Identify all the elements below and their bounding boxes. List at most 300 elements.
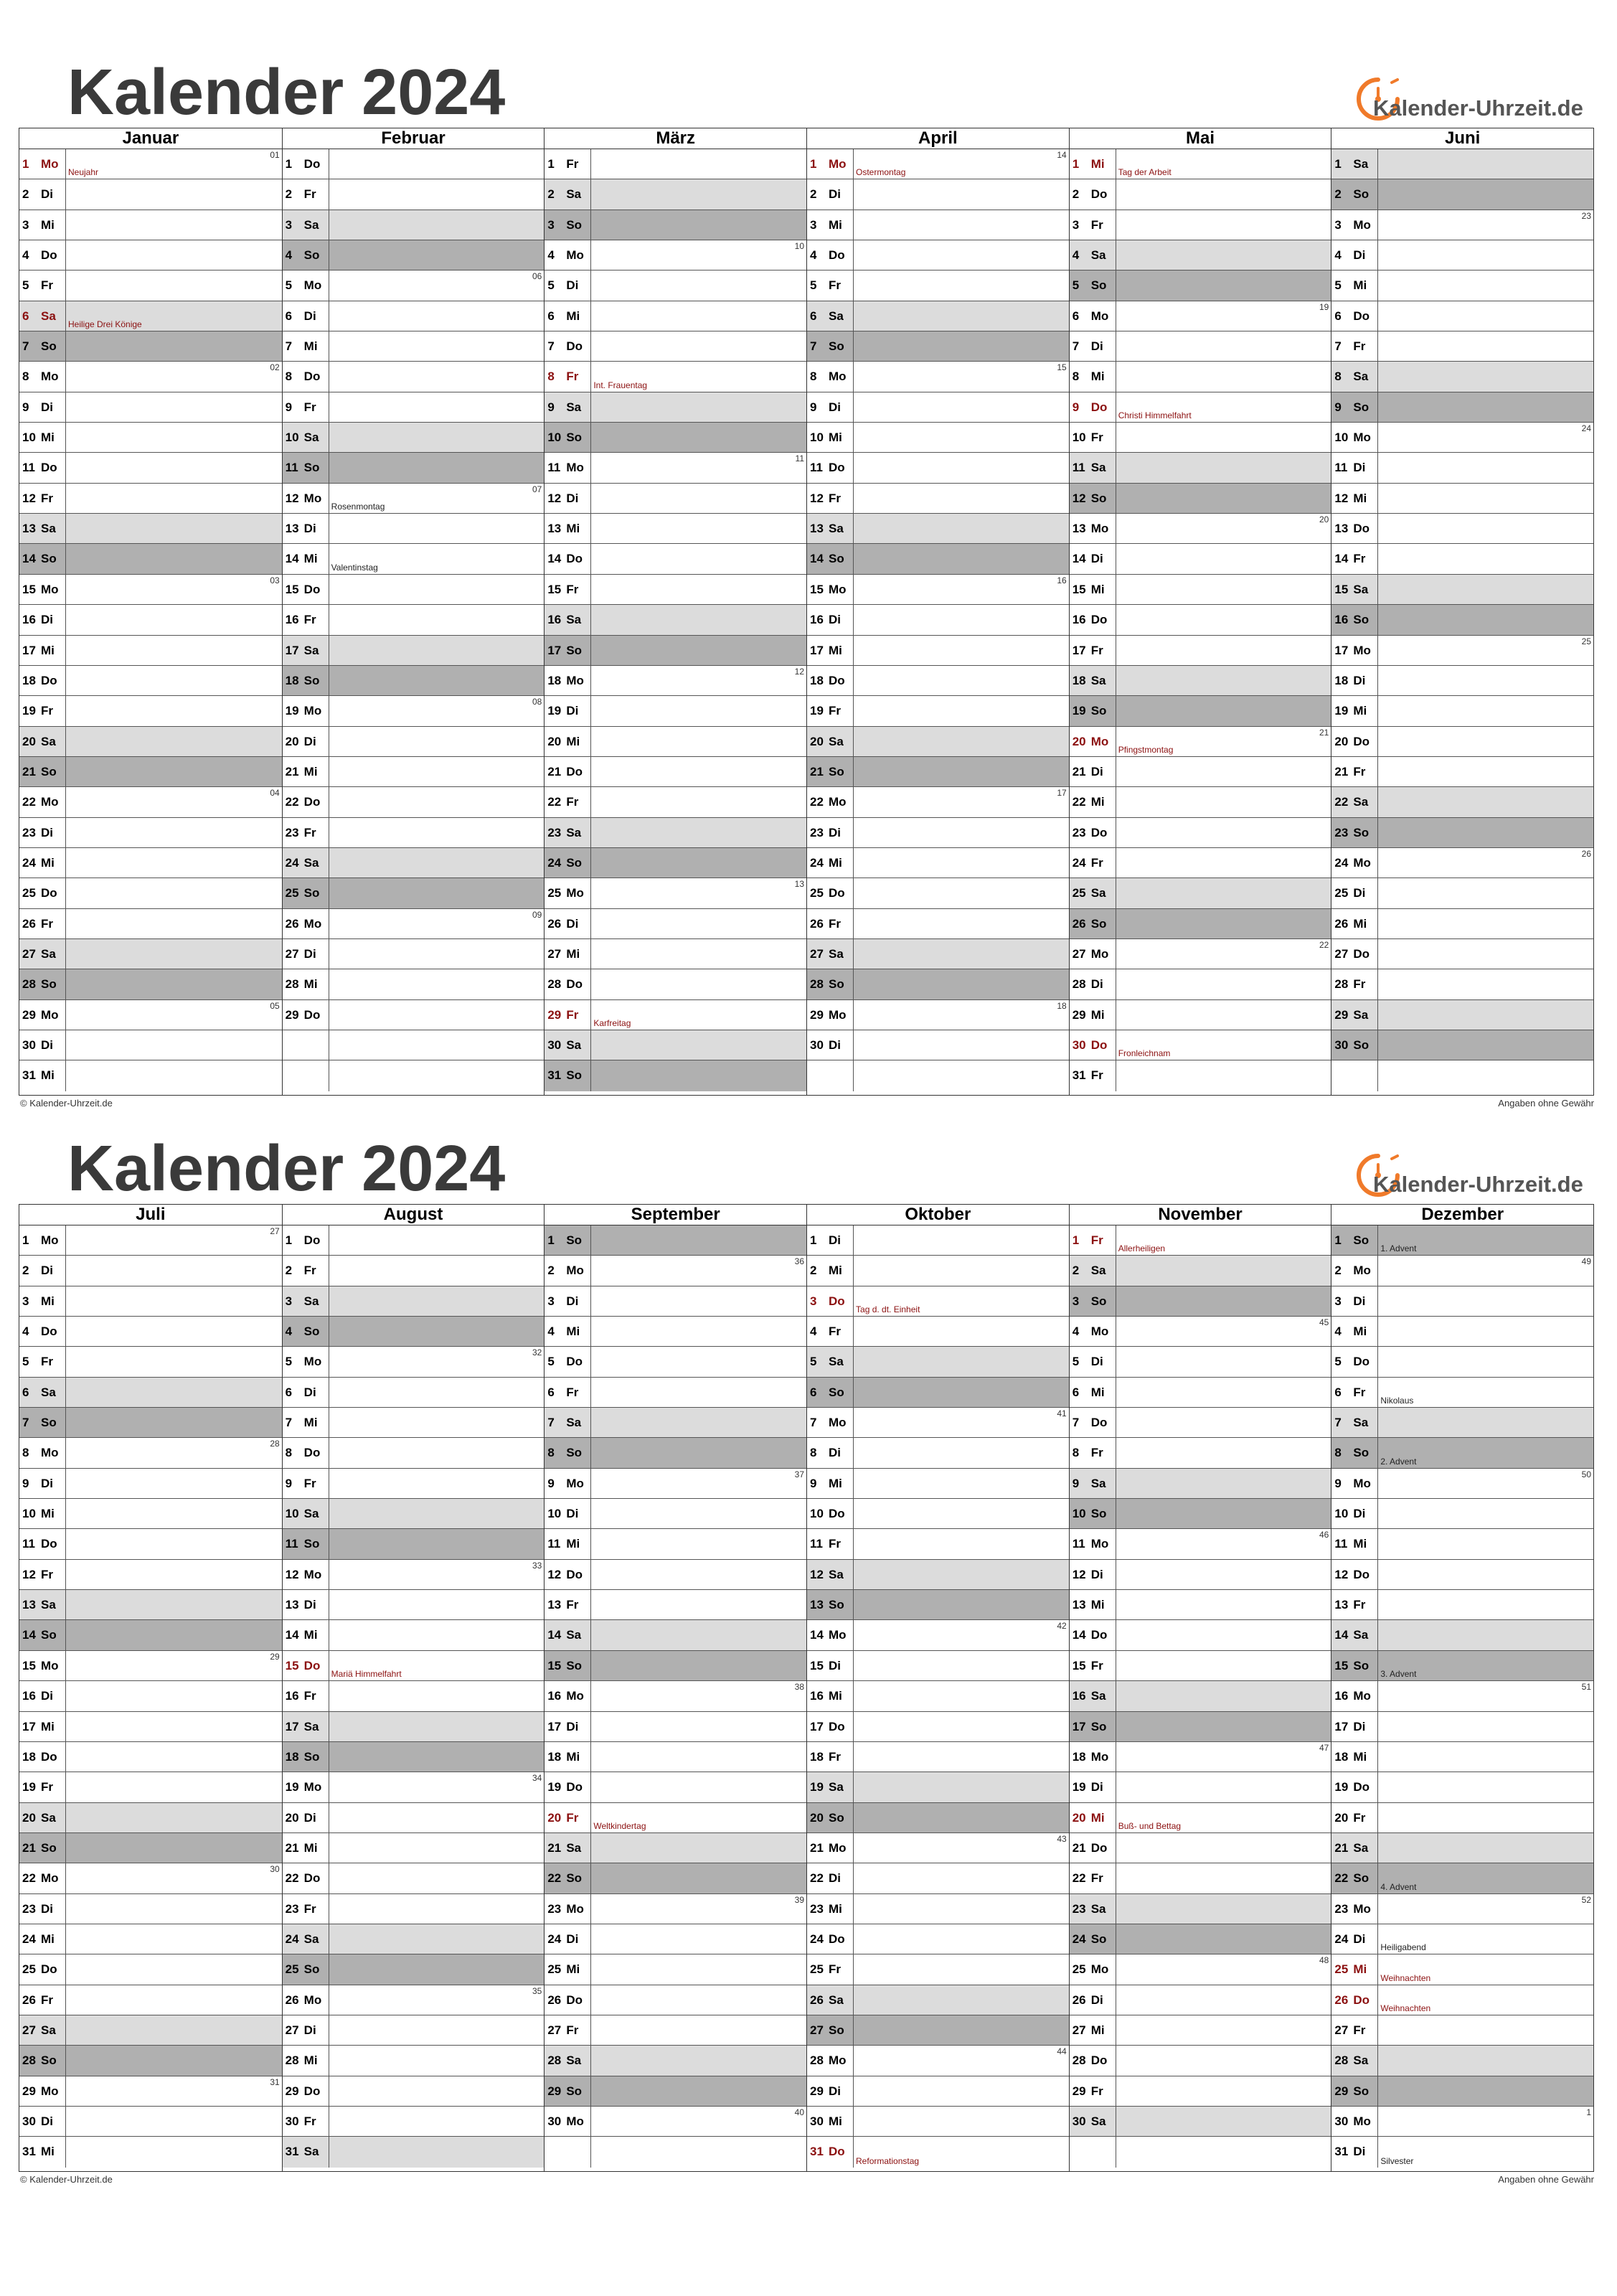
day-row: [283, 1000, 544, 1030]
day-number: 22: [22, 795, 36, 809]
weekday: So: [303, 1749, 320, 1764]
day-label-cell: [1070, 666, 1116, 695]
day-number: 11: [22, 1537, 35, 1551]
note-cell: [1116, 1620, 1331, 1650]
day-number: 16: [810, 613, 824, 627]
day-number: 16: [22, 1689, 36, 1703]
day-label-cell: [544, 818, 591, 847]
day-number: 3: [810, 1294, 817, 1308]
note-cell: [66, 1000, 282, 1030]
week-number: 33: [532, 1560, 542, 1571]
day-number: 18: [547, 1749, 562, 1764]
day-number: 29: [285, 2084, 299, 2098]
day-number: 28: [547, 977, 562, 992]
weekday: Mo: [1090, 1325, 1109, 1339]
day-number: 16: [1072, 1689, 1086, 1703]
day-label-cell: [1070, 757, 1116, 786]
day-row: [1070, 2076, 1331, 2107]
day-number: 7: [285, 1416, 293, 1430]
day-row: [283, 514, 544, 544]
note-cell: [1116, 757, 1331, 786]
weekday: Mi: [303, 764, 318, 778]
day-number: 1: [1072, 1233, 1080, 1247]
holiday-label: Ostermontag: [856, 167, 906, 178]
day-label-cell: [1331, 1499, 1378, 1528]
week-number: 22: [1319, 939, 1329, 950]
day-row: [19, 179, 282, 210]
day-number: 22: [1334, 795, 1349, 809]
day-row: [1070, 1712, 1331, 1742]
day-label-cell: [1070, 1347, 1116, 1376]
day-number: 16: [285, 613, 299, 627]
day-number: 10: [1334, 430, 1349, 445]
day-label-cell: [544, 301, 591, 331]
weekday: Fr: [303, 187, 316, 202]
day-label-cell: [544, 544, 591, 573]
weekday: Di: [41, 1476, 53, 1490]
day-row: [19, 1469, 282, 1499]
day-label-cell: [19, 818, 66, 847]
day-number: 18: [810, 673, 824, 687]
day-row: [1070, 1803, 1331, 1833]
note-cell: [329, 331, 544, 361]
weekday: Mi: [829, 643, 842, 657]
day-label-cell: [544, 392, 591, 422]
day-row: [807, 878, 1069, 908]
day-number: 27: [285, 2023, 299, 2037]
day-label-cell: [1331, 1712, 1378, 1741]
day-label-cell: [807, 1742, 854, 1772]
weekday: Do: [1353, 1567, 1370, 1581]
weekday: Mi: [1090, 795, 1105, 809]
weekday: Mo: [829, 1007, 847, 1022]
note-cell: [854, 1954, 1069, 1984]
weekday: So: [566, 1871, 583, 1886]
note-cell: [66, 484, 282, 513]
month-column: [1069, 1205, 1331, 2171]
day-label-cell: [807, 666, 854, 695]
weekday: Mi: [1090, 1810, 1105, 1825]
note-cell: [329, 423, 544, 452]
day-label-cell: [807, 605, 854, 634]
note-cell: [66, 2107, 282, 2136]
note-cell: [1378, 1317, 1593, 1346]
note-cell: [1378, 149, 1593, 179]
day-label-cell: [544, 514, 591, 543]
weekday: Do: [303, 795, 321, 809]
weekday: Di: [829, 1871, 842, 1886]
day-label-cell: [807, 179, 854, 209]
day-label-cell: [19, 1030, 66, 1060]
day-label-cell: [1070, 696, 1116, 725]
day-label-cell: [1070, 1060, 1116, 1091]
day-label-cell: [19, 362, 66, 391]
day-number: 6: [1072, 309, 1080, 323]
day-number: 2: [285, 187, 293, 202]
day-label-cell: [283, 1286, 329, 1316]
day-row: [1331, 1894, 1593, 1924]
day-number: 2: [1072, 1264, 1080, 1278]
day-label-cell: [807, 757, 854, 786]
day-number: 17: [547, 643, 562, 657]
day-row: [807, 1030, 1069, 1060]
note-cell: [329, 1000, 544, 1030]
day-number: 10: [22, 1507, 36, 1521]
weekday: Sa: [41, 522, 56, 536]
day-label-cell: [544, 1317, 591, 1346]
weekday: Di: [566, 1719, 579, 1733]
month-header: Juli: [19, 1205, 282, 1225]
day-number: 29: [1072, 2084, 1086, 2098]
weekday: Mi: [829, 1264, 842, 1278]
day-label-cell: [19, 605, 66, 634]
empty-day-row: [807, 1060, 1069, 1091]
day-number: 26: [285, 1992, 299, 2007]
note-cell: [1116, 1803, 1331, 1832]
day-row: [283, 1863, 544, 1893]
day-number: 14: [1334, 552, 1349, 566]
weekday: Fr: [41, 1355, 53, 1369]
weekday: Fr: [829, 704, 842, 718]
day-number: 28: [547, 2053, 562, 2068]
day-label-cell: [544, 1225, 591, 1255]
day-label-cell: [544, 2076, 591, 2106]
day-number: 7: [22, 1416, 29, 1430]
week-number: 51: [1581, 1682, 1592, 1693]
day-label-cell: [1331, 696, 1378, 725]
weekday: So: [1090, 704, 1107, 718]
note-cell: [1378, 1529, 1593, 1558]
weekday: Fr: [566, 2023, 579, 2037]
day-number: 26: [22, 916, 36, 931]
day-row: [1331, 1438, 1593, 1468]
weekday: Sa: [1353, 795, 1369, 809]
empty-day-row: [1070, 2137, 1331, 2167]
note-cell: [591, 149, 806, 179]
day-row: [19, 1620, 282, 1650]
day-label-cell: [807, 2046, 854, 2075]
day-number: 17: [1334, 1719, 1349, 1733]
day-number: 10: [547, 430, 562, 445]
day-number: 12: [547, 491, 562, 505]
weekday: Sa: [303, 855, 319, 870]
day-number: 26: [1072, 916, 1086, 931]
day-label-cell: [19, 575, 66, 604]
note-cell: [854, 878, 1069, 908]
day-number: 8: [1334, 370, 1342, 384]
weekday: Do: [41, 248, 57, 263]
weekday: Mi: [829, 1689, 842, 1703]
day-row: [1331, 514, 1593, 544]
note-cell: [66, 727, 282, 756]
note-cell: [1378, 1347, 1593, 1376]
day-row: [544, 1469, 806, 1499]
day-label-cell: [1331, 1651, 1378, 1680]
day-row: [283, 727, 544, 757]
weekday: Do: [1090, 1840, 1108, 1855]
empty-day-row: [283, 1030, 544, 1060]
day-label-cell: [283, 1529, 329, 1558]
disclaimer-footer: Angaben ohne Gewähr: [1498, 2174, 1594, 2185]
note-cell: [329, 1560, 544, 1589]
note-cell: [591, 1060, 806, 1091]
weekday: Sa: [303, 1719, 319, 1733]
day-label-cell: [807, 1590, 854, 1619]
note-cell: [854, 331, 1069, 361]
day-number: 11: [1072, 461, 1085, 475]
holiday-label: Weltkindertag: [593, 1820, 646, 1831]
day-number: 25: [1072, 1962, 1086, 1977]
day-label-cell: [1070, 392, 1116, 422]
weekday: Mi: [1090, 157, 1105, 171]
weekday: Mi: [41, 855, 55, 870]
week-number: 19: [1319, 301, 1329, 312]
weekday: Mo: [1353, 1689, 1371, 1703]
day-row: [19, 2046, 282, 2076]
weekday: Fr: [1353, 1810, 1366, 1825]
day-row: [19, 1286, 282, 1317]
day-row: [807, 757, 1069, 787]
day-number: 4: [547, 248, 555, 263]
day-number: 6: [285, 1385, 293, 1399]
note-cell: [329, 1030, 544, 1060]
day-label-cell: [19, 848, 66, 878]
event-label: 3. Advent: [1380, 1669, 1417, 1680]
day-row: [544, 2076, 806, 2107]
weekday: Di: [1353, 1719, 1366, 1733]
day-label-cell: [1070, 848, 1116, 878]
day-row: [1070, 1924, 1331, 1954]
day-row: [1331, 2137, 1593, 2167]
day-row: [1331, 1378, 1593, 1408]
day-row: [544, 240, 806, 270]
day-number: 8: [285, 370, 293, 384]
note-cell: [66, 301, 282, 331]
holiday-label: Mariä Himmelfahrt: [331, 1669, 402, 1680]
weekday: Mo: [829, 1416, 847, 1430]
day-number: 19: [810, 1780, 824, 1794]
note-cell: [66, 1833, 282, 1863]
weekday: Di: [303, 309, 316, 323]
note-cell: [329, 1590, 544, 1619]
weekday: So: [1090, 1507, 1107, 1521]
day-number: 25: [547, 1962, 562, 1977]
note-cell: [591, 1378, 806, 1407]
day-label-cell: [544, 969, 591, 999]
day-row: [19, 1060, 282, 1091]
day-row: [19, 392, 282, 423]
day-number: 28: [22, 2053, 36, 2068]
weekday: So: [1090, 278, 1107, 293]
event-label: 1. Advent: [1380, 1243, 1417, 1254]
day-number: 9: [1072, 400, 1080, 414]
note-cell: [329, 1742, 544, 1772]
day-row: [1331, 1529, 1593, 1559]
day-row: [19, 1225, 282, 1256]
note-cell: [1378, 331, 1593, 361]
month-column: [1331, 128, 1593, 1095]
day-row: [19, 1560, 282, 1590]
weekday: Sa: [829, 522, 844, 536]
day-number: 15: [810, 582, 824, 596]
day-row: [1331, 969, 1593, 999]
weekday: Sa: [41, 1598, 56, 1612]
weekday: Mo: [1353, 855, 1371, 870]
week-number: 26: [1581, 848, 1592, 859]
day-number: 13: [547, 522, 562, 536]
day-label-cell: [283, 514, 329, 543]
day-row: [283, 1803, 544, 1833]
day-label-cell: [544, 1924, 591, 1954]
note-cell: [1378, 2076, 1593, 2106]
weekday: Do: [41, 673, 57, 687]
note-cell: [1116, 878, 1331, 908]
day-label-cell: [544, 1469, 591, 1498]
day-row: [283, 1286, 544, 1317]
day-number: 28: [22, 977, 36, 992]
day-number: 30: [1072, 1038, 1086, 1052]
weekday: Fr: [1090, 1446, 1103, 1460]
note-cell: [1116, 1286, 1331, 1316]
day-label-cell: [19, 1712, 66, 1741]
day-label-cell: [283, 757, 329, 786]
weekday: Mi: [1353, 1749, 1367, 1764]
note-cell: [1116, 787, 1331, 817]
day-number: 11: [1334, 461, 1348, 475]
day-label-cell: [807, 149, 854, 179]
day-row: [1331, 1742, 1593, 1772]
day-label-cell: [1070, 1985, 1116, 2015]
note-cell: [66, 423, 282, 452]
note-cell: [66, 848, 282, 878]
day-label-cell: [807, 362, 854, 391]
note-cell: [854, 179, 1069, 209]
day-row: [544, 605, 806, 635]
note-cell: [66, 179, 282, 209]
week-number: 21: [1319, 727, 1329, 738]
day-number: 12: [285, 1567, 299, 1581]
note-cell: [1116, 1378, 1331, 1407]
day-row: [807, 909, 1069, 939]
weekday: Mi: [41, 1068, 55, 1083]
day-label-cell: [19, 1256, 66, 1285]
day-number: 30: [547, 2114, 562, 2128]
day-label-cell: [19, 514, 66, 543]
day-row: [544, 1620, 806, 1650]
note-cell: [66, 1378, 282, 1407]
note-cell: [854, 484, 1069, 513]
day-row: [19, 1894, 282, 1924]
weekday: So: [1353, 1446, 1370, 1460]
note-cell: [591, 787, 806, 817]
note-cell: [1378, 210, 1593, 240]
day-label-cell: [283, 1225, 329, 1255]
day-number: 3: [285, 1294, 293, 1308]
day-number: 1: [22, 157, 29, 171]
weekday: Sa: [303, 643, 319, 657]
day-number: 18: [285, 673, 299, 687]
week-number: 52: [1581, 1894, 1592, 1905]
weekday: Do: [566, 1780, 583, 1794]
day-row: [1331, 2046, 1593, 2076]
day-row: [544, 878, 806, 908]
day-row: [544, 909, 806, 939]
day-label-cell: [807, 1286, 854, 1316]
note-cell: [66, 1803, 282, 1832]
day-row: [544, 423, 806, 453]
note-cell: [1116, 2046, 1331, 2075]
note-cell: [1378, 1286, 1593, 1316]
day-row: [1331, 1286, 1593, 1317]
day-label-cell: [1070, 1833, 1116, 1863]
day-label-cell: [1070, 1529, 1116, 1558]
note-cell: [854, 1590, 1069, 1619]
day-row: [544, 969, 806, 999]
weekday: Di: [303, 522, 316, 536]
day-number: 9: [547, 400, 555, 414]
weekday: Di: [829, 1446, 842, 1460]
note-cell: [854, 514, 1069, 543]
weekday: Mi: [566, 522, 580, 536]
note-cell: [1378, 1225, 1593, 1255]
day-label-cell: [1070, 939, 1116, 969]
weekday: Mi: [303, 1416, 318, 1430]
day-number: 26: [1334, 1992, 1349, 2007]
day-row: [807, 1894, 1069, 1924]
note-cell: [329, 909, 544, 938]
day-row: [544, 301, 806, 331]
day-row: [283, 878, 544, 908]
day-row: [1331, 1590, 1593, 1620]
day-row: [1070, 514, 1331, 544]
note-cell: [66, 605, 282, 634]
note-cell: [329, 1317, 544, 1346]
weekday: Di: [41, 187, 53, 202]
day-label-cell: [1331, 575, 1378, 604]
day-number: 3: [1072, 1294, 1080, 1308]
weekday: Mi: [829, 1901, 842, 1916]
weekday: So: [566, 1658, 583, 1672]
day-label-cell: [1331, 514, 1378, 543]
day-label-cell: [1331, 2137, 1378, 2167]
day-number: 11: [1334, 1537, 1348, 1551]
day-number: 1: [285, 1233, 293, 1247]
month-header: Januar: [19, 128, 282, 149]
day-label-cell: [283, 1772, 329, 1802]
day-row: [1070, 1620, 1331, 1650]
day-number: 22: [1334, 1871, 1349, 1886]
note-cell: [854, 1985, 1069, 2015]
day-label-cell: [283, 2107, 329, 2136]
note-cell: [1116, 1060, 1331, 1091]
day-label-cell: [283, 423, 329, 452]
note-cell: [854, 2137, 1069, 2167]
day-row: [1070, 1651, 1331, 1681]
day-number: 22: [285, 1871, 299, 1886]
day-row: [544, 1651, 806, 1681]
day-number: 18: [1072, 673, 1086, 687]
note-cell: [854, 969, 1069, 999]
day-label-cell: [544, 575, 591, 604]
weekday: Sa: [303, 1932, 319, 1946]
weekday: So: [1353, 1233, 1370, 1247]
day-row: [1331, 1863, 1593, 1893]
weekday: Do: [1353, 309, 1370, 323]
day-number: 18: [1334, 1749, 1349, 1764]
weekday: So: [303, 248, 320, 263]
day-number: 3: [22, 217, 29, 232]
note-cell: [591, 636, 806, 665]
